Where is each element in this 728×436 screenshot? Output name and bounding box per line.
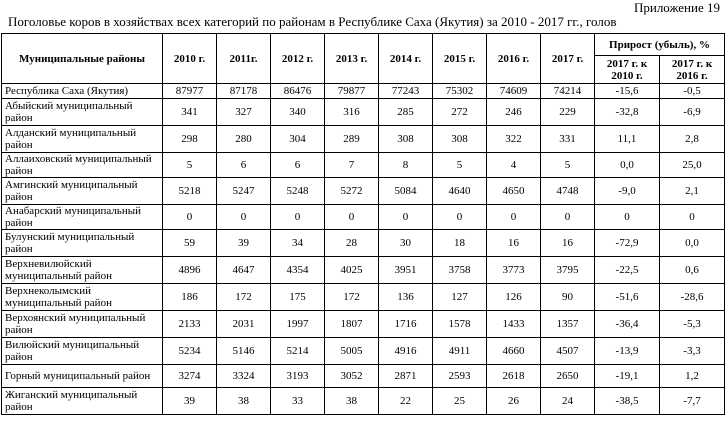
value-cell: 289	[325, 126, 379, 153]
value-cell: 1433	[487, 311, 541, 338]
growth-cell: -22,5	[595, 257, 660, 284]
value-cell: 2618	[487, 365, 541, 388]
value-cell: 0	[487, 205, 541, 230]
district-name-cell: Верхоянский муниципальный район	[2, 311, 163, 338]
value-cell: 2593	[433, 365, 487, 388]
district-name-cell: Верхнеколымский муниципальный район	[2, 284, 163, 311]
table-row	[2, 126, 725, 153]
table-row	[2, 365, 725, 388]
value-cell: 25	[433, 388, 487, 415]
value-cell: 2650	[541, 365, 595, 388]
value-cell: 6	[217, 153, 271, 178]
year-header: 2011г.	[217, 34, 271, 84]
value-cell: 16	[541, 230, 595, 257]
growth-cell: 0	[595, 205, 660, 230]
value-cell: 87977	[163, 84, 217, 99]
district-column-header: Муниципальные районы	[2, 34, 163, 84]
growth-cell: -5,3	[660, 311, 725, 338]
value-cell: 172	[217, 284, 271, 311]
value-cell: 3773	[487, 257, 541, 284]
value-cell: 4507	[541, 338, 595, 365]
district-name-cell: Верхневилюйский муниципальный район	[2, 257, 163, 284]
district-name-cell: Анабарский муниципальный район	[2, 205, 163, 230]
value-cell: 308	[379, 126, 433, 153]
value-cell: 341	[163, 99, 217, 126]
value-cell: 79877	[325, 84, 379, 99]
value-cell: 3324	[217, 365, 271, 388]
value-cell: 1997	[271, 311, 325, 338]
growth-cell: -13,9	[595, 338, 660, 365]
value-cell: 4025	[325, 257, 379, 284]
value-cell: 22	[379, 388, 433, 415]
table-caption: Поголовье коров в хозяйствах всех категорий по районам в Республике Саха (Якутия) за 2010 - 2017 гг., голов	[8, 14, 617, 29]
value-cell: 77243	[379, 84, 433, 99]
table-row	[2, 230, 725, 257]
growth-cell: -32,8	[595, 99, 660, 126]
table-row	[2, 153, 725, 178]
value-cell: 5005	[325, 338, 379, 365]
district-name-cell: Жиганский муниципальный район	[2, 388, 163, 415]
value-cell: 4916	[379, 338, 433, 365]
value-cell: 24	[541, 388, 595, 415]
value-cell: 0	[433, 205, 487, 230]
value-cell: 34	[271, 230, 325, 257]
value-cell: 5084	[379, 178, 433, 205]
value-cell: 3795	[541, 257, 595, 284]
value-cell: 126	[487, 284, 541, 311]
value-cell: 246	[487, 99, 541, 126]
year-header: 2013 г.	[325, 34, 379, 84]
table-row	[2, 311, 725, 338]
value-cell: 74609	[487, 84, 541, 99]
growth-cell: -28,6	[660, 284, 725, 311]
value-cell: 59	[163, 230, 217, 257]
value-cell: 5234	[163, 338, 217, 365]
value-cell: 4896	[163, 257, 217, 284]
value-cell: 1578	[433, 311, 487, 338]
value-cell: 2871	[379, 365, 433, 388]
table-row	[2, 388, 725, 415]
value-cell: 39	[163, 388, 217, 415]
value-cell: 172	[325, 284, 379, 311]
value-cell: 298	[163, 126, 217, 153]
value-cell: 5	[433, 153, 487, 178]
value-cell: 136	[379, 284, 433, 311]
growth-cell: -7,7	[660, 388, 725, 415]
appendix-label: Приложение 19	[633, 0, 720, 15]
growth-cell: 11,1	[595, 126, 660, 153]
growth-cell: 0	[660, 205, 725, 230]
value-cell: 0	[163, 205, 217, 230]
value-cell: 285	[379, 99, 433, 126]
district-name-cell: Абыйский муниципальный район	[2, 99, 163, 126]
value-cell: 327	[217, 99, 271, 126]
value-cell: 7	[325, 153, 379, 178]
value-cell: 4660	[487, 338, 541, 365]
value-cell: 86476	[271, 84, 325, 99]
value-cell: 308	[433, 126, 487, 153]
value-cell: 3052	[325, 365, 379, 388]
table-row	[2, 338, 725, 365]
growth-cell: 2,1	[660, 178, 725, 205]
value-cell: 340	[271, 99, 325, 126]
value-cell: 6	[271, 153, 325, 178]
table-body	[2, 84, 725, 415]
table-row	[2, 205, 725, 230]
value-cell: 38	[217, 388, 271, 415]
value-cell: 3758	[433, 257, 487, 284]
table-row-total	[2, 84, 725, 99]
growth-cell: -51,6	[595, 284, 660, 311]
cows-table	[1, 33, 725, 415]
table-row	[2, 257, 725, 284]
value-cell: 186	[163, 284, 217, 311]
table-row	[2, 99, 725, 126]
growth-cell: -38,5	[595, 388, 660, 415]
year-header: 2015 г.	[433, 34, 487, 84]
value-cell: 74214	[541, 84, 595, 99]
value-cell: 175	[271, 284, 325, 311]
growth-cell: 2,8	[660, 126, 725, 153]
growth-cell: -15,6	[595, 84, 660, 99]
growth-cell: 0,0	[660, 230, 725, 257]
value-cell: 3951	[379, 257, 433, 284]
value-cell: 5	[541, 153, 595, 178]
growth-cell: -19,1	[595, 365, 660, 388]
table-row	[2, 178, 725, 205]
value-cell: 0	[325, 205, 379, 230]
value-cell: 75302	[433, 84, 487, 99]
growth-cell: -72,9	[595, 230, 660, 257]
year-header: 2016 г.	[487, 34, 541, 84]
growth-cell: -36,4	[595, 311, 660, 338]
value-cell: 4748	[541, 178, 595, 205]
value-cell: 0	[271, 205, 325, 230]
district-name-cell: Республика Саха (Якутия)	[2, 84, 163, 99]
growth-subheader: 2017 г. к 2010 г.	[595, 56, 660, 84]
district-name-cell: Булунский муниципальный район	[2, 230, 163, 257]
value-cell: 229	[541, 99, 595, 126]
value-cell: 4647	[217, 257, 271, 284]
year-header: 2014 г.	[379, 34, 433, 84]
district-name-cell: Горный муниципальный район	[2, 365, 163, 388]
value-cell: 322	[487, 126, 541, 153]
year-header: 2010 г.	[163, 34, 217, 84]
value-cell: 5272	[325, 178, 379, 205]
value-cell: 316	[325, 99, 379, 126]
value-cell: 87178	[217, 84, 271, 99]
growth-subheader: 2017 г. к 2016 г.	[660, 56, 725, 84]
value-cell: 90	[541, 284, 595, 311]
value-cell: 4650	[487, 178, 541, 205]
value-cell: 26	[487, 388, 541, 415]
value-cell: 5248	[271, 178, 325, 205]
value-cell: 280	[217, 126, 271, 153]
value-cell: 1716	[379, 311, 433, 338]
value-cell: 16	[487, 230, 541, 257]
value-cell: 0	[217, 205, 271, 230]
value-cell: 5247	[217, 178, 271, 205]
value-cell: 38	[325, 388, 379, 415]
value-cell: 3193	[271, 365, 325, 388]
growth-cell: 25,0	[660, 153, 725, 178]
value-cell: 272	[433, 99, 487, 126]
district-name-cell: Аллаиховский муниципальный район	[2, 153, 163, 178]
value-cell: 331	[541, 126, 595, 153]
value-cell: 0	[379, 205, 433, 230]
value-cell: 4354	[271, 257, 325, 284]
value-cell: 5146	[217, 338, 271, 365]
value-cell: 4	[487, 153, 541, 178]
value-cell: 18	[433, 230, 487, 257]
value-cell: 2133	[163, 311, 217, 338]
value-cell: 5218	[163, 178, 217, 205]
value-cell: 304	[271, 126, 325, 153]
growth-cell: 0,0	[595, 153, 660, 178]
value-cell: 39	[217, 230, 271, 257]
growth-cell: -3,3	[660, 338, 725, 365]
district-name-cell: Амгинский муниципальный район	[2, 178, 163, 205]
year-header: 2017 г.	[541, 34, 595, 84]
value-cell: 0	[541, 205, 595, 230]
growth-cell: -6,9	[660, 99, 725, 126]
district-name-cell: Алданский муниципальный район	[2, 126, 163, 153]
growth-cell: 0,6	[660, 257, 725, 284]
value-cell: 3274	[163, 365, 217, 388]
growth-cell: -0,5	[660, 84, 725, 99]
year-header: 2012 г.	[271, 34, 325, 84]
value-cell: 33	[271, 388, 325, 415]
table-row	[2, 284, 725, 311]
growth-cell: 1,2	[660, 365, 725, 388]
value-cell: 4640	[433, 178, 487, 205]
value-cell: 2031	[217, 311, 271, 338]
growth-cell: -9,0	[595, 178, 660, 205]
value-cell: 28	[325, 230, 379, 257]
growth-header: Прирост (убыль), %	[595, 34, 725, 56]
value-cell: 1357	[541, 311, 595, 338]
value-cell: 1807	[325, 311, 379, 338]
value-cell: 5214	[271, 338, 325, 365]
value-cell: 8	[379, 153, 433, 178]
value-cell: 5	[163, 153, 217, 178]
value-cell: 30	[379, 230, 433, 257]
value-cell: 4911	[433, 338, 487, 365]
value-cell: 127	[433, 284, 487, 311]
district-name-cell: Вилюйский муниципальный район	[2, 338, 163, 365]
